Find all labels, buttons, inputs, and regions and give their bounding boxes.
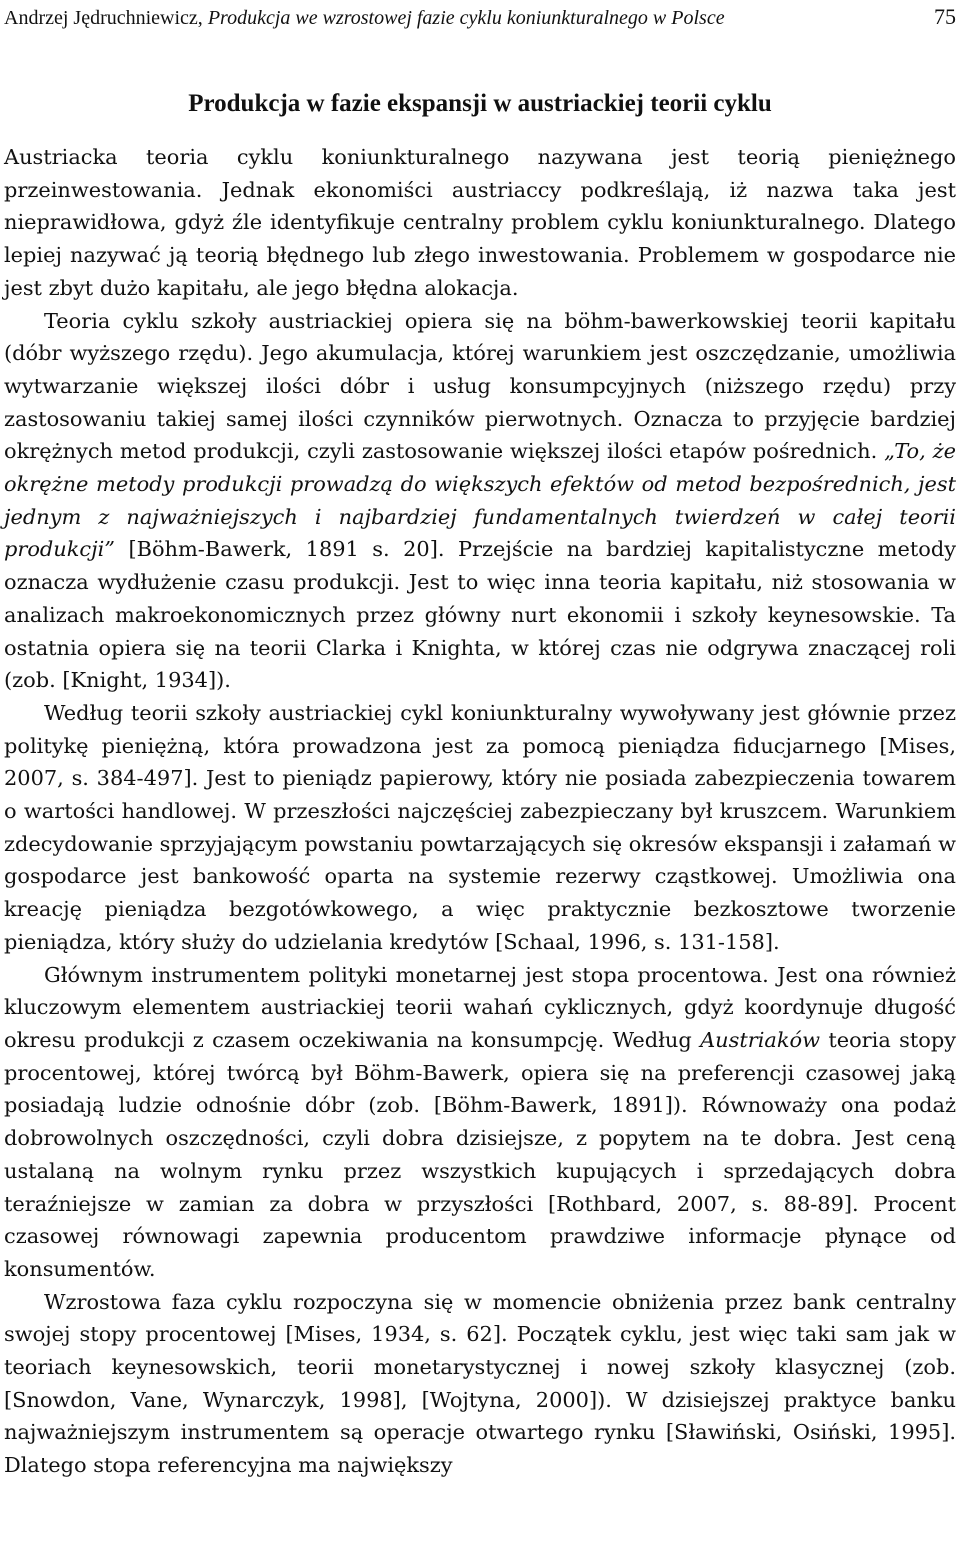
paragraph: Wzrostowa faza cyklu rozpoczyna się w momencie obniżenia przez bank centralny swojej stopy procentowej [Mises, 1934, s. 62]. Początek cyklu, jest więc taki sam jak w teoriach keynesowskich, teorii monetarystycznej i nowej szkoły klasycznej (zob. [Snowdon, Vane, Wynarczyk, 1998], [Wojtyna, 2000]). W dzisiejszej praktyce banku najważniejszym instrumentem są operacje otwartego rynku [Sławiński, Osiński, 1995]. Dlatego stopa referencyjna ma największy (4, 1289, 956, 1478)
header-article-title: Produkcja we wzrostowej fazie cyklu koniunkturalnego w Polsce (207, 7, 725, 29)
paragraph (4, 305, 956, 697)
running-header-text (4, 5, 725, 31)
paragraph-text: Głównym instrumentem polityki monetarnej jest stopa procentowa. Jest ona również kluczowym elementem austriackiej teorii wahań cyklicznych, gdyż koordynuje długość okresu produkcji z czasem oczekiwania na konsumpcję. Według (4, 962, 956, 1052)
body-text (4, 141, 956, 1482)
paragraph (4, 959, 956, 1286)
paragraph-text: [Böhm-Bawerk, 1891 s. 20]. Przejście na bardziej kapitalistyczne metody oznacza wydłużenie czasu produkcji. Jest to więc inna teoria kapitału, niż stosowania w analizach makroekonomicznych przez główny nurt ekonomii i szkoły keynesowskie. Ta ostatnia opiera się na teorii Clarka i Knighta, w której czas nie odgrywa znaczącej roli (zob. [Knight, 1934]). (4, 537, 956, 693)
paragraph: Według teorii szkoły austriackiej cykl koniunkturalny wywoływany jest głównie przez politykę pieniężną, która prowadzona jest za pomocą pieniądza fiducjarnego [Mises, 2007, s. 384-497]. Jest to pieniądz papierowy, który nie posiada zabezpieczenia towarem o wartości handlowej. W przeszłości najczęściej zabezpieczany był kruszcem. Warunkiem zdecydowanie sprzyjającym powstaniu powtarzających się okresów ekspansji i załamań w gospodarce jest bankowość oparta na systemie rezerwy cząstkowej. Umożliwia ona kreację pieniądza bezgotówkowego, a więc praktycznie bezkosztowe tworzenie pieniądza, który służy do udzielania kredytów [Schaal, 1996, s. 131-158]. (4, 700, 956, 954)
paragraph-text: teoria stopy procentowej, której twórcą był Böhm-Bawerk, opiera się na preferencji czasowej jaką posiadają ludzie odnośnie dóbr (zob. [Böhm-Bawerk, 1891]). Równoważy ona podaż dobrowolnych oszczędności, czyli dobra dzisiejsze, z popytem na te dobra. Jest ceną ustalaną na wolnym rynku przez wszystkich kupujących i sprzedających dobra teraźniejsze w zamian za dobra w przyszłości [Rothbard, 2007, s. 88-89]. Procent czasowej równowagi zapewnia producentom prawdziwe informacje płynące od konsumentów. (4, 1027, 956, 1281)
paragraph: Austriacka teoria cyklu koniunkturalnego nazywana jest teorią pieniężnego przeinwestowania. Jednak ekonomiści austriaccy podkreślają, iż nazwa taka jest nieprawidłowa, gdyż źle identyfikuje centralny problem cyklu koniunkturalnego. Dlatego lepiej nazywać ją teorią błędnego lub złego inwestowania. Problemem w gospodarce nie jest zbyt dużo kapitału, ale jego błędna alokacja. (4, 145, 956, 300)
paragraph-text: Teoria cyklu szkoły austriackiej opiera się na böhm-bawerkowskiej teorii kapitału (dóbr wyższego rzędu). Jego akumulacja, której warunkiem jest oszczędzanie, umożliwia wytwarzanie większej ilości dóbr i usług konsumpcyjnych (niższego rzędu) przy zastosowaniu takiej samej ilości czynników pierwotnych. Oznacza to przyjęcie bardziej okrężnych metod produkcji, czyli zastosowanie większej ilości etapów pośrednich. (4, 308, 956, 464)
page-number: 75 (934, 4, 956, 29)
quotation: „To, że okrężne metody produkcji prowadzą do większych efektów od metod bezpośrednich, jest jednym z najważniejszych i najbardziej fundamentalnych twierdzeń w całej teorii produkcji” (4, 439, 956, 562)
emphasized-term: Austriaków (700, 1027, 820, 1052)
section-title: Produkcja w fazie ekspansji w austriackiej teorii cyklu (188, 90, 772, 117)
header-author: Andrzej Jędruchniewicz, (4, 7, 208, 29)
running-header (4, 4, 956, 31)
